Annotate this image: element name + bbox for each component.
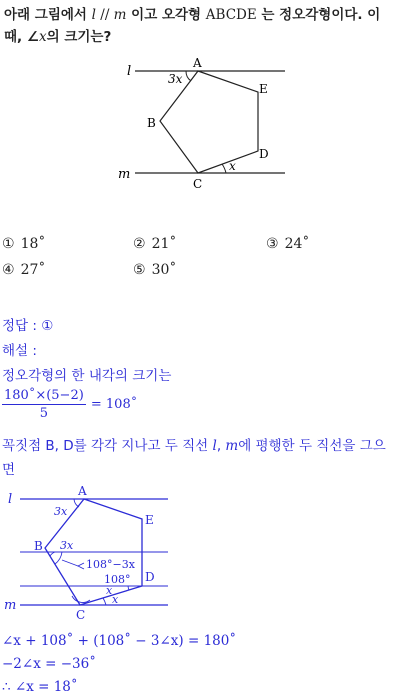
equation-1: ∠x + 108˚ + (108˚ − 3∠x) = 180˚ <box>2 633 237 649</box>
angle-arc-a <box>186 71 191 81</box>
label-e-2: E <box>145 513 154 527</box>
var-l-solution: l <box>212 438 217 454</box>
label-108: 108° <box>104 573 131 586</box>
parallel-symbol: // <box>95 7 114 23</box>
label-m: m <box>118 167 131 182</box>
label-l: l <box>127 64 132 79</box>
arc-c-x <box>103 598 106 605</box>
label-a: A <box>193 56 202 70</box>
arc-d <box>128 586 129 590</box>
choice-2[interactable]: ② 21˚ <box>133 236 177 252</box>
equation-2: −2∠x = −36˚ <box>2 656 96 672</box>
arc-b-lower <box>55 552 62 564</box>
var-m: m <box>113 7 127 23</box>
explanation-label: 해설 : <box>2 343 37 359</box>
choice-5[interactable]: ⑤ 30˚ <box>133 262 177 278</box>
pentagon-figure <box>0 52 400 202</box>
var-x: x <box>38 29 47 45</box>
label-b-2: B <box>34 539 43 553</box>
angle-arc-c <box>222 164 226 173</box>
label-c: C <box>193 177 203 191</box>
interior-angle-formula <box>2 388 137 421</box>
solution-figure <box>0 484 400 620</box>
answer-label: 정답 : ① <box>2 318 54 334</box>
label-d: D <box>259 147 269 161</box>
pentagon-name: ABCDE <box>205 7 257 23</box>
label-e: E <box>259 82 268 96</box>
solution-line1: 정오각형의 한 내각의 크기는 <box>2 368 172 384</box>
label-d-2: D <box>145 570 155 584</box>
label-l-2: l <box>8 492 13 507</box>
fraction-denominator: 5 <box>39 406 49 421</box>
label-x-2: x <box>112 593 119 606</box>
pentagon <box>160 71 258 173</box>
fraction <box>2 388 86 421</box>
choice-3[interactable]: ③ 24˚ <box>266 236 310 252</box>
label-angle-a: 3x <box>168 72 183 86</box>
label-108-3x: 108°−3x <box>86 558 135 571</box>
solution-line4: 면 <box>2 462 16 478</box>
question-line2b: 의 크기는? <box>46 29 112 45</box>
arc-b-2 <box>50 552 55 556</box>
question-part3: 는 정오각형이다. 이 <box>256 7 381 23</box>
label-m-2: m <box>4 598 17 613</box>
label-a-2: A <box>78 484 87 498</box>
label-angle-a-2: 3x <box>54 505 68 518</box>
question-part1: 아래 그림에서 <box>4 7 92 23</box>
var-m-solution: m <box>225 438 239 454</box>
solution-line3: 꼭짓점 B, D를 각각 지나고 두 직선 l, m에 평행한 두 직선을 그으 <box>2 438 386 454</box>
label-x-1: x <box>106 584 113 597</box>
question-text <box>4 4 398 48</box>
choice-4[interactable]: ④ 27˚ <box>2 262 46 278</box>
choice-1[interactable]: ① 18˚ <box>2 236 46 252</box>
equation-3: ∴ ∠x = 18˚ <box>2 679 78 695</box>
fraction-result: = 108˚ <box>90 397 138 412</box>
label-angle-b-2: 3x <box>60 539 74 552</box>
label-b: B <box>147 116 156 130</box>
label-angle-c: x <box>229 159 236 173</box>
label-c-2: C <box>76 608 86 620</box>
question-line2a: 때, ∠ <box>4 29 39 45</box>
var-l: l <box>91 7 96 23</box>
arrow-108-3x <box>78 563 84 569</box>
question-part2: 이고 오각형 <box>126 7 206 23</box>
fraction-numerator: 180˚×(5−2) <box>4 388 84 403</box>
